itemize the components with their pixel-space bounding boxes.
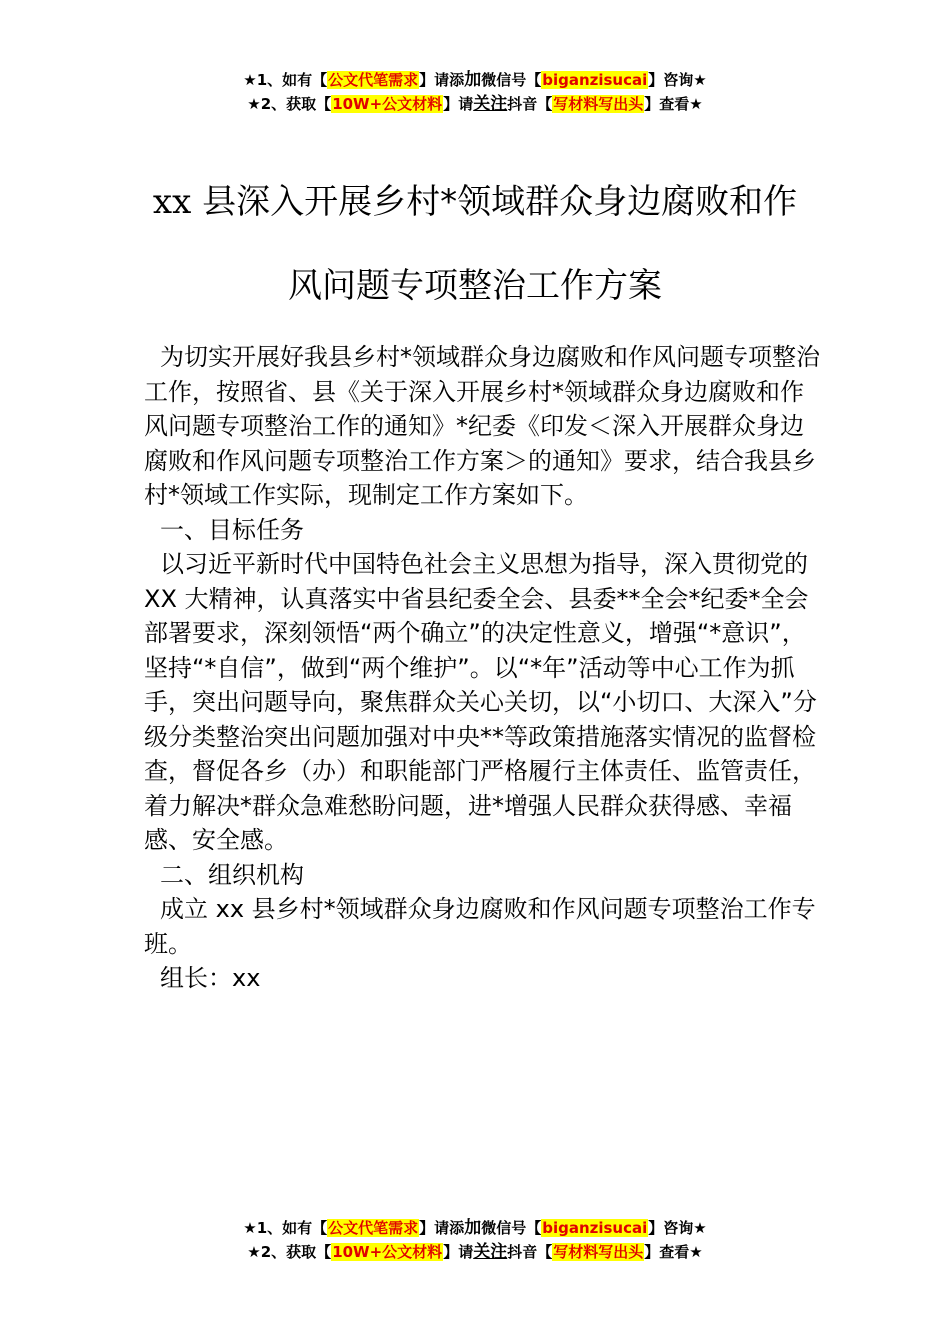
banner-text: 】请 [443, 1243, 474, 1261]
banner-text: 】咨询★ [648, 1219, 707, 1237]
document-title [0, 160, 950, 328]
banner-text: ★1、如有【 [243, 71, 328, 89]
banner-text: 微信号【 [481, 71, 542, 89]
banner-highlight: 10W+公文材料 [332, 95, 443, 113]
banner-text: ★2、获取【 [247, 95, 332, 113]
paragraph-leader: 组长：xx [160, 964, 261, 992]
banner-highlight: 公文代笔需求 [328, 71, 419, 89]
banner-douyin-id: 写材料写出头 [553, 1243, 644, 1261]
intro-paragraph: 为切实开展好我县乡村*领域群众身边腐败和作风问题专项整治工作，按照省、县《关于深入开展乡村*领域群众身边腐败和作风问题专项整治工作的通知》*纪委《印发＜深入开展群众身边腐败和作风问题专项整治工作方案＞的通知》要求，结合我县乡村*领域工作实际，现制定工作方案如下。 [144, 343, 820, 509]
banner-highlight: 公文代笔需求 [328, 1219, 419, 1237]
banner-text: 关注 [473, 1242, 508, 1262]
section-heading-1: 一、目标任务 [160, 515, 304, 544]
banner-text: 加 [464, 1218, 482, 1238]
banner-text: 加 [464, 70, 482, 90]
banner-douyin-id: 写材料写出头 [553, 95, 644, 113]
document-body [144, 340, 824, 996]
title-line-1 [0, 160, 950, 244]
banner-line-1 [0, 1216, 950, 1240]
title-text: 县深入开展乡村*领域群众身边腐败和作 [191, 182, 798, 222]
banner-text: ★2、获取【 [247, 1243, 332, 1261]
banner-text: 】请添 [419, 71, 465, 89]
banner-text: ★1、如有【 [243, 1219, 328, 1237]
title-line-2: 风问题专项整治工作方案 [288, 266, 662, 306]
banner-line-2 [0, 92, 950, 116]
banner-line-1 [0, 68, 950, 92]
banner-text: 抖音【 [507, 95, 553, 113]
banner-text: 】咨询★ [648, 71, 707, 89]
banner-text: 微信号【 [481, 1219, 542, 1237]
banner-text: 】查看★ [644, 1243, 703, 1261]
title-latin: xx [152, 182, 192, 222]
paragraph-goals: 以习近平新时代中国特色社会主义思想为指导，深入贯彻党的 XX 大精神，认真落实中省县纪委全会、县委**全会*纪委*全会部署要求，深刻领悟“两个确立”的决定性意义，增强“*意识”，坚持“*自信”，做到“两个维护”。以“*年”活动等中心工作为抓手，突出问题导向，聚焦群众关心关切，以“小切口、大深入”分级分类整治突出问题加强对中央**等政策措施落实情况的监督检查，督促各乡（办）和职能部门严格履行主体责任、监管责任，着力解决*群众急难愁盼问题，进*增强人民群众获得感、幸福感、安全感。 [144, 550, 817, 854]
banner-text: 关注 [473, 94, 508, 114]
banner-text: 】查看★ [644, 95, 703, 113]
header-banner [0, 68, 950, 116]
banner-highlight: 10W+公文材料 [332, 1243, 443, 1261]
banner-wechat-id: biganzisucai [542, 1219, 648, 1237]
banner-text: 】请添 [419, 1219, 465, 1237]
banner-wechat-id: biganzisucai [542, 71, 648, 89]
paragraph-organization: 成立 xx 县乡村*领域群众身边腐败和作风问题专项整治工作专班。 [144, 895, 816, 958]
section-heading-2: 二、组织机构 [160, 860, 304, 889]
banner-text: 抖音【 [507, 1243, 553, 1261]
banner-text: 】请 [443, 95, 474, 113]
footer-banner [0, 1216, 950, 1264]
banner-line-2 [0, 1240, 950, 1264]
